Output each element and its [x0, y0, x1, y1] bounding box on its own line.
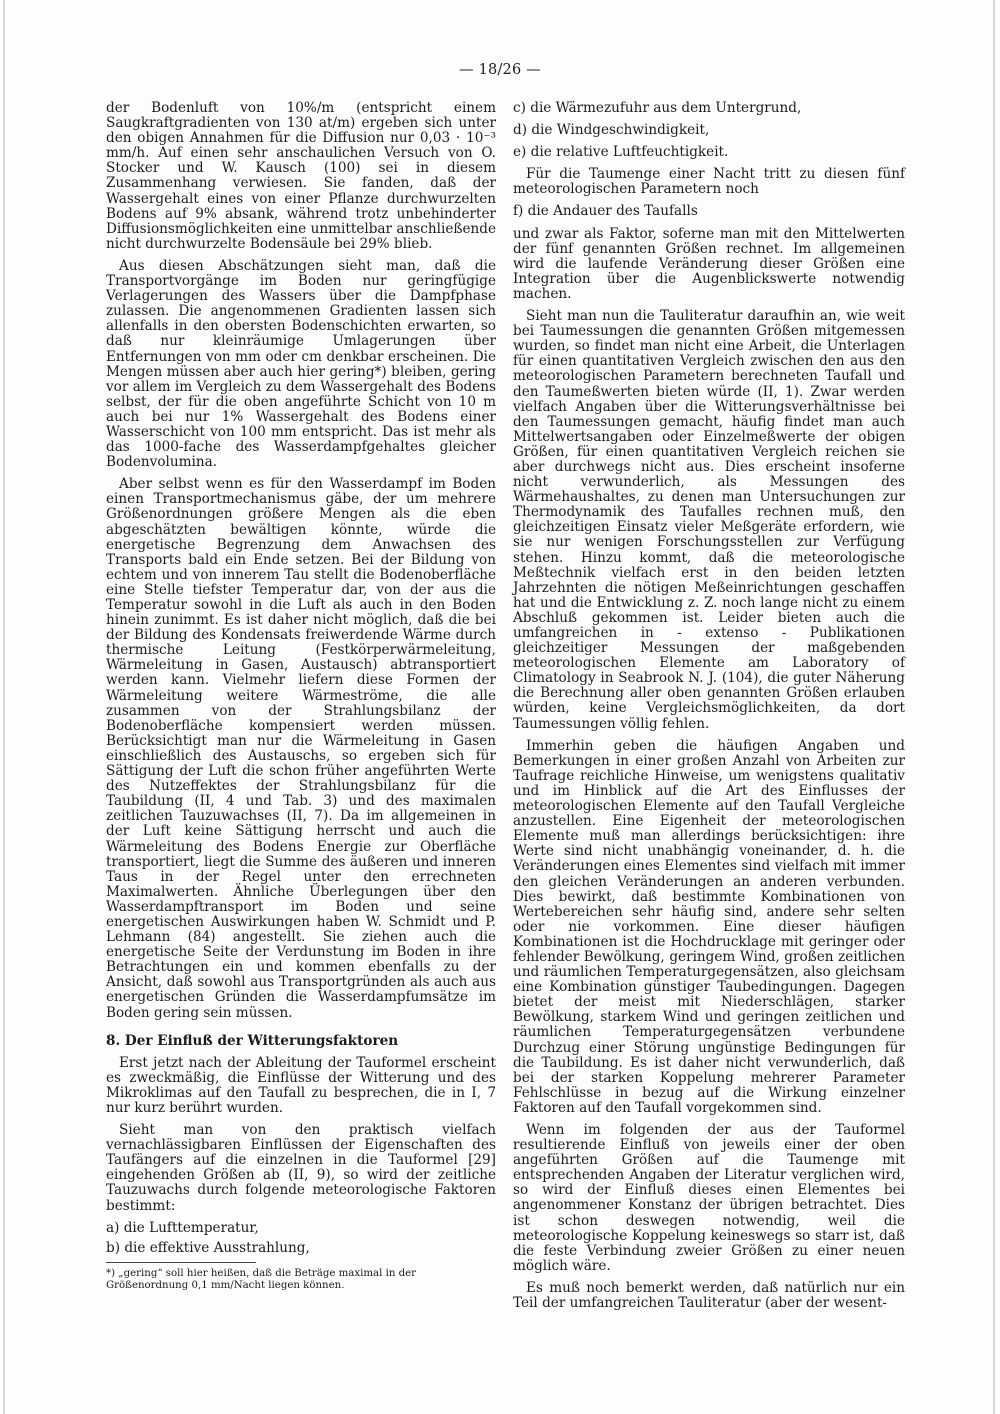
list-item: b) die effektive Ausstrahlung, [106, 1239, 310, 1256]
paragraph: Es muß noch bemerkt werden, daß natürlich nur ein Teil der umfangreichen Tauliteratur (aber der wesent- [513, 1279, 905, 1312]
list-item: a) die Lufttemperatur, [106, 1219, 259, 1236]
footnote-rule [106, 1262, 256, 1263]
paragraph: Sieht man nun die Tauliteratur daraufhin an, wie weit bei Taumessungen die genannten Größen mitgemessen wurden, so findet man nicht eine Arbeit, die Unterlagen für einen quantitativen Vergleich zwischen den aus den meteorologischen Parametern berechneten Taufall und den Taumeßwerten bieten würde (II, 1). Zwar werden vielfach Angaben über die Witterungsverhältnisse bei den Taumessungen gemacht, häufig findet man auch Mittelwertsangaben oder Einzelmeßwerte der obigen Größen, für einen quantitativen Vergleich reichen sie aber durchwegs nicht aus. Dies erscheint insoferne nicht verwunderlich, als Messungen des Wärmehaushaltes, zu denen man Untersuchungen zur Thermodynamik des Taufalles rechnen muß, den gleichzeitigen Einsatz vieler Meßgeräte erfordern, wie sie nur wenigen Forschungsstellen zur Verfügung stehen. Hinzu kommt, daß die meteorologische Meßtechnik vielfach erst in den beiden letzten Jahrzehnten die nötigen Meßeinrichtungen geschaffen hat und die Entwicklung z. Z. noch lange nicht zu einem Abschluß gekommen ist. Leider bieten auch die umfangreichen in - extenso - Publikationen gleichzeitiger Messungen der maßgebenden meteorologischen Elemente am Laboratory of Climatology in Seabrook N. J. (104), die guter Näherung die Berechnung aller oben genannten Größen erlauben würden, keine Vergleichsmöglichkeiten, da dort Taumessungen völlig fehlen. [513, 308, 905, 732]
paragraph: Immerhin geben die häufigen Angaben und Bemerkungen in einer großen Anzahl von Arbeiten zur Taufrage reichliche Hinweise, um wenigstens qualitativ und im Hinblick auf die Art des Einflusses der meteorologischen Elemente auf den Taufall Vergleiche anzustellen. Eine Eigenheit der meteorologischen Elemente muß man allerdings berücksichtigen: ihre Werte sind nicht unabhängig voneinander, d. h. die Veränderungen eines Elementes sind vielfach mit immer den gleichen Veränderungen an anderen verbunden. Dies bewirkt, daß bestimmte Kombinationen von Wertebereichen sehr häufig sind, andere sehr selten oder nie vorkommen. Eine dieser häufigen Kombinationen ist die Hochdrucklage mit geringer oder fehlender Bewölkung, geringem Wind, großen zeitlichen und räumlichen Temperaturgegensätzen, also gleichsam eine Kombination günstiger Taubedingungen. Dagegen bietet der meist mit Niederschlägen, starker Bewölkung, starkem Wind und geringen zeitlichen und räumlichen Temperaturgegensätzen verbundene Durchzug einer Störung ungünstige Bedingungen für die Taubildung. Es ist daher nicht verwunderlich, daß bei der starken Koppelung mehrerer Parameter Fehlschlüsse in bezug auf die Wirkung einzelner Faktoren auf den Taufall vorgekommen sind. [513, 737, 905, 1116]
paragraph: der Bodenluft von 10%/m (entspricht einem Saugkraftgradienten von 130 at/m) ergeben sich unter den obigen Annahmen für die Diffusion nur 0,03 · 10⁻³ mm/h. Auf einen sehr anschaulichen Versuch von O. Stocker und W. Kausch (100) sei in diesem Zusammenhang verwiesen. Sie fanden, daß der Wassergehalt eines von einer Pflanze durchwurzelten Bodens auf 9% absank, während trotz unbehinderter Diffusionsmöglichkeiten eine unmittelbar anschließende nicht durchwurzelte Bodensäule bei 29% blieb. [106, 100, 496, 252]
paragraph: Erst jetzt nach der Ableitung der Tauformel erscheint es zweckmäßig, die Einflüsse der Witterung und des Mikroklimas auf den Taufall zu besprechen, die in I, 7 nur kurz berührt wurden. [106, 1054, 496, 1116]
paragraph: Sieht man von den praktisch vielfach vernachlässigbaren Einflüssen der Eigenschaften des Taufängers auf die einzelnen in die Tauformel [29] eingehenden Größen ab (II, 9), so wird der zeitliche Tauzuwachs durch folgende meteorologische Faktoren bestimmt: [106, 1122, 496, 1214]
footnote: *) „gering“ soll hier heißen, daß die Beträge maximal in der Größenordnung 0,1 mm/Nacht liegen können. [106, 1267, 417, 1291]
section-heading: 8. Der Einfluß der Witterungsfaktoren [106, 1032, 399, 1049]
scan-edge-left [3, 0, 5, 1414]
paragraph: Wenn im folgenden der aus der Tauformel resultierende Einfluß von jeweils einer der oben angeführten Größen auf die Taumenge mit entsprechenden Angaben der Literatur verglichen wird, so wird der Einfluß dieses einen Elementes bei angenommener Konstanz der übrigen betrachtet. Dies ist schon deswegen notwendig, weil die meteorologische Koppelung keineswegs so starr ist, daß die feste Verbindung zweier Größen zu einer neuen möglich wäre. [513, 1122, 905, 1274]
right-column [513, 101, 905, 1318]
list-item: c) die Wärmezufuhr aus dem Untergrund, [513, 100, 802, 116]
list-item: e) die relative Luftfeuchtigkeit. [513, 144, 729, 161]
paragraph: und zwar als Faktor, soferne man mit den Mittelwerten der fünf genannten Größen rechnet. Im allgemeinen wird die laufende Veränderung dieser Größen eine Integration über die Augenblickswerte notwendig machen. [513, 225, 905, 302]
list-item: f) die Andauer des Taufalls [513, 203, 698, 220]
page-number: — 18/26 — [459, 62, 541, 78]
paragraph: Für die Taumenge einer Nacht tritt zu diesen fünf meteorologischen Parametern noch [513, 166, 905, 198]
scan-edge-right [993, 0, 995, 1414]
paragraph: Aber selbst wenn es für den Wasserdampf im Boden einen Transportmechanismus gäbe, der um mehrere Größenordnungen größere Mengen als die eben abgeschätzten bewältigen könnte, würde die energetische Begrenzung dem Anwachsen des Transports bald ein Ende setzen. Bei der Bildung von echtem und von innerem Tau stellt die Bodenoberfläche eine Stelle tiefster Temperatur dar, von der aus die Temperatur sowohl in die Luft als auch in den Boden hinein zunimmt. Es ist daher nicht möglich, daß die bei der Bildung des Kondensats freiwerdende Wärme durch thermische Leitung (Festkörperwärmeleitung, Wärmeleitung in Gasen, Austausch) abtransportiert werden kann. Vielmehr liefern diese Formen der Wärmeleitung weitere Wärmeströme, die alle zusammen von der Strahlungsbilanz der Bodenoberfläche kompensiert werden müssen. Berücksichtigt man nur die Wärmeleitung in Gasen einschließlich des Austauschs, so ergeben sich für Sättigung der Luft die schon früher angeführten Werte des Nutzeffektes der Strahlungsbilanz für die Taubildung (II, 4 und Tab. 3) und des maximalen zeitlichen Tauzuwachses (II, 7). Da im allgemeinen in der Luft keine Sättigung herrscht und auch die Wärmeleitung des Bodens Energie zur Oberfläche transportiert, liegt die Summe des äußeren und inneren Taus in der Regel unter den errechneten Maximalwerten. Ähnliche Überlegungen über den Wasserdampftransport im Boden und seine energetischen Auswirkungen haben W. Schmidt und P. Lehmann (84) angestellt. Sie ziehen auch die energetische Seite der Verdunstung im Boden in ihre Betrachtungen ein und kommen ebenfalls zu der Ansicht, daß sowohl aus Transportgründen als auch aus energetischen Gründen die Wasserdampfumsätze im Boden gering sein müssen. [106, 476, 496, 1021]
paragraph: Aus diesen Abschätzungen sieht man, daß die Transportvorgänge im Boden nur geringfügige Verlagerungen des Wassers über die Dampfphase zulassen. Die angenommenen Gradienten lassen sich allenfalls in den obersten Bodenschichten erwarten, so daß nur kleinräumige Umlagerungen über Entfernungen von mm oder cm denkbar erscheinen. Die Mengen müssen aber auch hier gering*) bleiben, gering vor allem im Vergleich zu dem Wassergehalt des Bodens selbst, der für die oben angeführte Schicht von 10 m auch bei nur 1% Wassergehalt des Bodens einer Wasserschicht von 100 mm entspricht. Das ist mehr als das 1000-fache des Wasserdampfgehaltes gleicher Bodenvolumina. [106, 257, 496, 471]
list-item: d) die Windgeschwindigkeit, [513, 122, 710, 139]
left-column [106, 101, 496, 1292]
